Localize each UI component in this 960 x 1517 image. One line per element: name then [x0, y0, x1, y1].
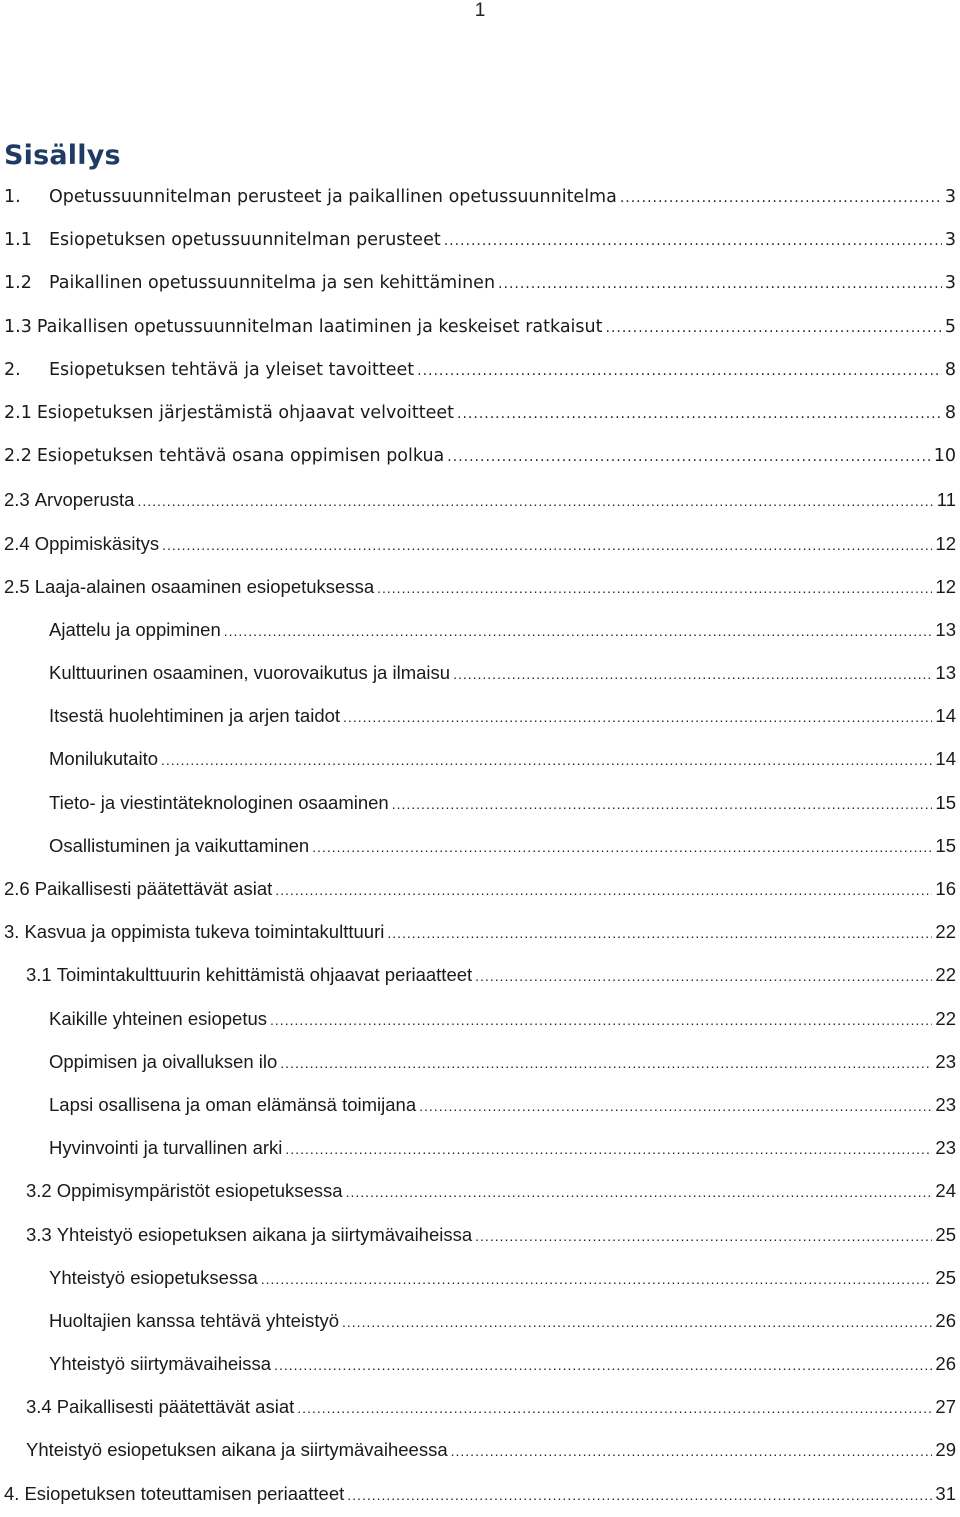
toc-entry-label: Kaikille yhteinen esiopetus: [49, 1007, 268, 1029]
toc-entry[interactable]: [0, 1428, 960, 1471]
toc-entry-page: 27: [935, 1396, 956, 1418]
dot-leader: [620, 177, 942, 220]
toc-entry-number: 2.4: [4, 532, 30, 554]
toc-entry-page: 8: [944, 402, 956, 423]
toc-entry[interactable]: [0, 435, 960, 478]
toc-entry-page: 3: [944, 273, 956, 294]
toc-entry-label: Yhteistyö esiopetuksessa: [49, 1266, 258, 1288]
toc-entry[interactable]: [0, 1385, 960, 1428]
dot-leader: [447, 436, 930, 479]
dot-leader: [475, 1215, 932, 1258]
toc-entry-label: Yhteistyö esiopetuksen aikana ja siirtymävaiheessa: [26, 1439, 448, 1461]
toc-entry-row: [4, 392, 956, 436]
toc-entry-number: 2.5: [4, 575, 30, 597]
toc-entry-row: [49, 737, 956, 782]
toc-entry-number: 2.6: [4, 878, 30, 899]
toc-entry-row: [49, 1299, 956, 1344]
page-number: 1: [474, 0, 486, 21]
toc-entry-number: 1.: [4, 187, 21, 207]
toc-entry-label: Oppimiskäsitys: [34, 532, 160, 554]
toc-entry-label: Kasvua ja oppimista tukeva toimintakulttuuri: [24, 921, 385, 943]
toc-entry-page: 14: [935, 705, 956, 727]
toc-entry-label: Arvoperusta: [34, 489, 135, 511]
dot-leader: [606, 307, 942, 350]
toc-entry-label: Oppimisen ja oivalluksen ilo: [49, 1050, 278, 1072]
toc-entry-label: Paikallisesti päätettävät asiat: [56, 1396, 295, 1418]
toc-entry[interactable]: [0, 997, 960, 1040]
toc-entry-label: Itsestä huolehtiminen ja arjen taidot: [49, 705, 341, 727]
toc-entry-page: 26: [935, 1309, 956, 1331]
toc-entry-row: [4, 910, 956, 955]
toc-entry-page: 15: [935, 791, 956, 813]
toc-entry-page: 13: [935, 662, 956, 684]
dot-leader: [261, 1258, 933, 1301]
toc-entry-label: Esiopetuksen järjestämistä ohjaavat velvoitteet: [36, 402, 455, 423]
dot-leader: [343, 696, 932, 739]
dot-leader: [457, 393, 942, 436]
toc-entry-number: 4.: [4, 1482, 20, 1504]
toc-entry-number: 3.2: [26, 1180, 52, 1202]
toc-entry[interactable]: [0, 694, 960, 737]
toc-entry-row: [26, 1385, 956, 1430]
toc-entry[interactable]: [0, 824, 960, 867]
toc-entry-label: Yhteistyö siirtymävaiheissa: [49, 1353, 272, 1375]
toc-entry[interactable]: [0, 176, 960, 219]
table-of-contents: [0, 176, 960, 1515]
toc-entry-page: 23: [935, 1137, 956, 1159]
toc-entry-page: 12: [935, 532, 956, 554]
toc-entry-label: Toimintakulttuurin kehittämistä ohjaavat periaatteet: [56, 964, 473, 986]
dot-leader: [280, 1042, 932, 1085]
toc-entry-row: [49, 1040, 956, 1085]
toc-entry-row: [49, 1126, 956, 1171]
toc-entry-row: [26, 1169, 956, 1214]
toc-entry-label: Opetussuunnitelman perusteet ja paikallinen opetussuunnitelma: [49, 187, 617, 207]
toc-entry-label: Esiopetuksen tehtävä osana oppimisen polkua: [36, 446, 445, 467]
toc-entry-row: [4, 349, 956, 393]
dot-leader: [297, 1387, 932, 1430]
toc-entry-number: 1.1: [4, 230, 32, 251]
toc-title: Sisällys: [4, 140, 121, 171]
toc-entry[interactable]: [0, 1299, 960, 1342]
toc-entry-row: [49, 824, 956, 869]
toc-entry-row: [49, 694, 956, 739]
toc-entry-row: [49, 651, 956, 696]
toc-entry-row: [49, 781, 956, 826]
toc-entry[interactable]: [0, 522, 960, 565]
toc-entry-page: 24: [935, 1180, 956, 1202]
toc-entry-page: 22: [935, 1007, 956, 1029]
toc-entry-page: 12: [935, 575, 956, 597]
toc-entry[interactable]: [0, 1083, 960, 1126]
toc-entry[interactable]: [0, 478, 960, 521]
toc-entry-page: 14: [935, 748, 956, 770]
toc-entry[interactable]: [0, 867, 960, 910]
dot-leader: [377, 567, 932, 610]
toc-entry[interactable]: [0, 1256, 960, 1299]
toc-entry-row: [4, 565, 956, 610]
dot-leader: [417, 350, 942, 393]
dot-leader: [475, 955, 932, 998]
toc-entry-page: 15: [935, 834, 956, 856]
toc-entry-page: 16: [935, 878, 956, 899]
toc-entry-page: 31: [935, 1482, 956, 1504]
toc-entry-row: [49, 997, 956, 1042]
toc-entry-row: [4, 262, 956, 306]
toc-entry[interactable]: [0, 565, 960, 608]
toc-entry[interactable]: [0, 219, 960, 262]
toc-entry-label: Esiopetuksen tehtävä ja yleiset tavoitteet: [49, 359, 415, 380]
toc-entry-page: 29: [935, 1439, 956, 1461]
toc-entry[interactable]: [0, 953, 960, 996]
toc-entry[interactable]: [0, 608, 960, 651]
toc-entry-label: Ajattelu ja oppiminen: [49, 618, 221, 640]
toc-entry-number: 1.2: [4, 273, 32, 294]
dot-leader: [342, 1301, 932, 1344]
toc-entry-row: [49, 1083, 956, 1128]
dot-leader: [453, 653, 932, 696]
toc-entry[interactable]: [0, 1040, 960, 1083]
toc-entry-row: [26, 1213, 956, 1258]
toc-entry-label: Kulttuurinen osaaminen, vuorovaikutus ja ilmaisu: [49, 662, 451, 684]
toc-entry-label: Paikallisesti päätettävät asiat: [34, 878, 273, 899]
dot-leader: [498, 263, 942, 306]
dot-leader: [419, 1085, 932, 1128]
toc-entry[interactable]: [0, 1126, 960, 1169]
toc-entry-row: [4, 306, 956, 350]
toc-entry-row: [49, 608, 956, 653]
toc-entry-page: 13: [935, 618, 956, 640]
dot-leader: [162, 524, 932, 567]
toc-entry[interactable]: [0, 1342, 960, 1385]
toc-entry-page: 3: [944, 187, 956, 207]
toc-entry-number: 3.3: [26, 1223, 52, 1245]
toc-entry-row: [26, 953, 956, 998]
dot-leader: [161, 739, 932, 782]
toc-entry-label: Hyvinvointi ja turvallinen arki: [49, 1137, 283, 1159]
toc-entry-page: 23: [935, 1050, 956, 1072]
toc-entry-number: 2.: [4, 359, 21, 380]
toc-entry[interactable]: [0, 781, 960, 824]
toc-entry-row: [4, 522, 956, 567]
toc-entry-row: [26, 1428, 956, 1473]
toc-entry-page: 25: [935, 1223, 956, 1245]
toc-entry-page: 23: [935, 1093, 956, 1115]
toc-entry-number: 2.2: [4, 446, 32, 467]
toc-entry-row: [4, 435, 956, 479]
dot-leader: [347, 1474, 932, 1517]
toc-entry-row: [4, 867, 956, 912]
toc-entry-label: Tieto- ja viestintäteknologinen osaaminen: [49, 791, 389, 813]
toc-entry-label: Monilukutaito: [49, 748, 159, 770]
dot-leader: [270, 999, 932, 1042]
dot-leader: [444, 220, 942, 263]
toc-entry-number: 3.1: [26, 964, 52, 986]
toc-entry-label: Yhteistyö esiopetuksen aikana ja siirtymävaiheissa: [56, 1223, 473, 1245]
toc-entry-row: [4, 478, 956, 523]
toc-entry-label: Oppimisympäristöt esiopetuksessa: [56, 1180, 343, 1202]
toc-entry-label: Huoltajien kanssa tehtävä yhteistyö: [49, 1309, 340, 1331]
toc-entry-page: 10: [933, 446, 956, 467]
dot-leader: [137, 480, 933, 523]
toc-entry[interactable]: [0, 262, 960, 305]
dot-leader: [451, 1430, 933, 1473]
toc-entry-label: Esiopetuksen toteuttamisen periaatteet: [24, 1482, 345, 1504]
dot-leader: [312, 826, 932, 869]
toc-entry[interactable]: [0, 651, 960, 694]
toc-entry-page: 11: [936, 489, 956, 511]
toc-entry-label: Paikallinen opetussuunnitelma ja sen kehittäminen: [49, 273, 496, 294]
toc-entry-label: Laaja-alainen osaaminen esiopetuksessa: [34, 575, 375, 597]
dot-leader: [285, 1128, 932, 1171]
toc-entry-page: 25: [935, 1266, 956, 1288]
toc-entry[interactable]: [0, 737, 960, 780]
toc-entry[interactable]: [0, 1472, 960, 1515]
toc-entry-row: [4, 1472, 956, 1517]
toc-entry[interactable]: [0, 306, 960, 349]
dot-leader: [274, 1344, 932, 1387]
toc-entry-page: 22: [935, 964, 956, 986]
toc-entry-number: 2.1: [4, 402, 32, 423]
toc-entry-row: [49, 1342, 956, 1387]
toc-entry-label: Osallistuminen ja vaikuttaminen: [49, 834, 310, 856]
dot-leader: [387, 912, 932, 955]
toc-entry[interactable]: [0, 349, 960, 392]
toc-entry-number: 1.3: [4, 316, 32, 337]
toc-entry-number: 3.: [4, 921, 20, 943]
toc-entry-page: 22: [935, 921, 956, 943]
toc-entry-row: [4, 219, 956, 263]
toc-entry-page: 3: [944, 230, 956, 251]
toc-entry-row: [4, 176, 956, 220]
dot-leader: [392, 783, 933, 826]
toc-entry-page: 26: [935, 1353, 956, 1375]
toc-entry-label: Lapsi osallisena ja oman elämänsä toimijana: [49, 1093, 417, 1115]
toc-entry-page: 5: [944, 316, 956, 337]
toc-entry[interactable]: [0, 392, 960, 435]
dot-leader: [346, 1171, 933, 1214]
dot-leader: [224, 610, 933, 653]
toc-entry[interactable]: [0, 910, 960, 953]
toc-entry[interactable]: [0, 1169, 960, 1212]
toc-entry-page: 8: [944, 359, 956, 380]
toc-entry[interactable]: [0, 1213, 960, 1256]
dot-leader: [275, 869, 932, 912]
toc-entry-label: Esiopetuksen opetussuunnitelman perusteet: [49, 230, 441, 251]
toc-entry-number: 2.3: [4, 489, 30, 511]
toc-entry-row: [49, 1256, 956, 1301]
toc-entry-number: 3.4: [26, 1396, 52, 1418]
toc-entry-label: Paikallisen opetussuunnitelman laatiminen ja keskeiset ratkaisut: [36, 316, 603, 337]
